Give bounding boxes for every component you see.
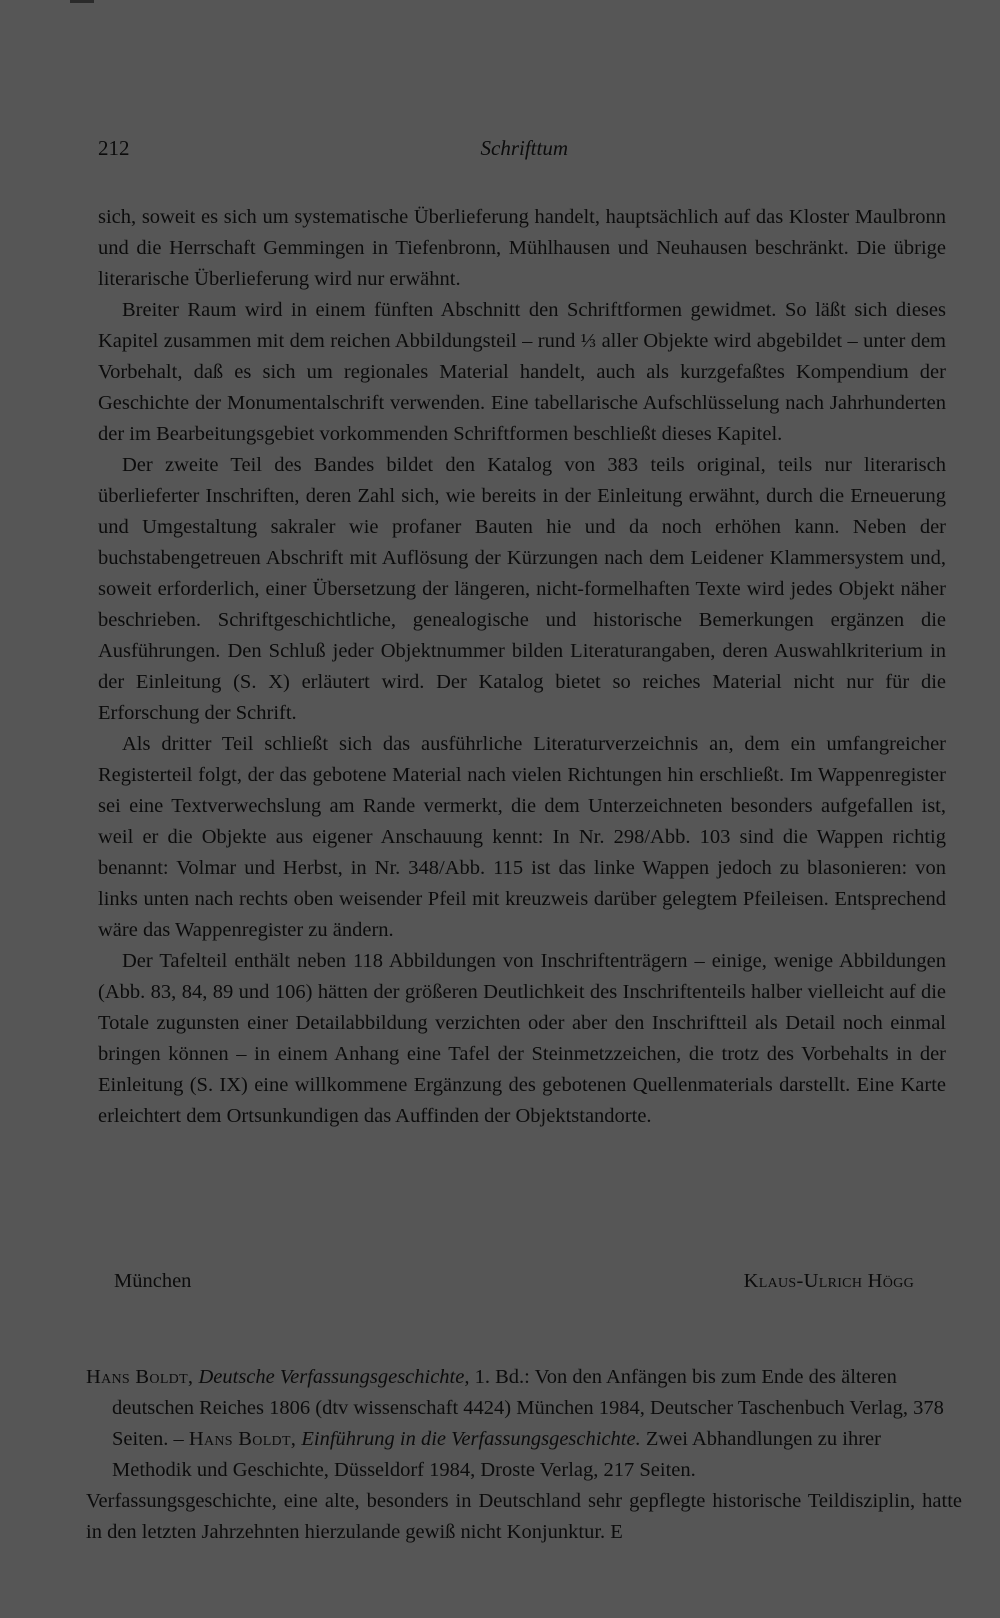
paragraph: Breiter Raum wird in einem fünften Abschnitt den Schriftformen gewidmet. So läßt sich dieses Kapitel zusammen mit dem reichen Abbildungsteil – rund ⅓ aller Objekte wird abgebildet – unter dem Vorbehalt, daß es sich um regionales Material handelt, auch als kurzgefaßtes Kompendium der Geschichte der Monumentalschrift verwenden. Eine tabellarische Aufschlüsselung nach Jahrhunderten der im Bearbeitungsgebiet vorkommenden Schriftformen beschließt dieses Kapitel. [98,299,946,445]
paragraph: Als dritter Teil schließt sich das ausführliche Literaturverzeichnis an, dem ein umfangreicher Registerteil folgt, der das gebotene Material nach vielen Richtungen hin erschließt. Im Wappenregister sei eine Textverwechslung am Rande vermerkt, die dem Unterzeichneten besonders aufgefallen ist, weil er die Objekte aus eigener Anschauung kennt: In Nr. 298/Abb. 103 sind die Wappen richtig benannt: Volmar und Herbst, in Nr. 348/Abb. 115 ist das linke Wappen jedoch zu blasonieren: von links unten nach rechts oben weisender Pfeil mit kreuzweis darüber gelegtem Pfeileisen. Entsprechend wäre das Wappenregister zu ändern. [98,733,946,941]
signature-author: Klaus-Ulrich Högg [743,1270,914,1292]
book-details: Zwei Abhandlungen zu ihrer Methodik und Geschichte, Düsseldorf 1984, Droste Verlag, 217 Seiten. [112,1428,881,1481]
book-author: Hans Boldt, [86,1366,194,1388]
book-title: Deutsche Verfassungsgeschichte, [198,1366,470,1388]
book-author: Hans Boldt, [188,1428,297,1450]
book-title: Einführung in die Verfassungsgeschichte. [301,1428,641,1450]
paragraph: Der Tafelteil enthält neben 118 Abbildungen von Inschriftenträgern – einige, wenige Abbildungen (Abb. 83, 84, 89 und 106) hätten der größeren Deutlichkeit des Inschriftenteils halber vielleicht auf die Totale zugunsten einer Detailabbildung verzichten oder aber den Inschriftteil als Detail noch einmal bringen können – in einem Anhang eine Tafel der Steinmetzzeichen, die trotz des Vorbehalts in der Einleitung (S. IX) eine willkommene Ergänzung des gebotenen Quellenmaterials darstellt. Eine Karte erleichtert dem Ortsunkundigen das Auffinden der Objektstandorte. [98,950,946,1127]
page-header [98,136,568,166]
book-details: 1. Bd.: Von den Anfängen bis zum Ende des älteren deutschen Reiches 1806 (dtv wissenschaft 4424) München 1984, Deutscher Taschenbuch Verlag, 378 Seiten. – [112,1366,944,1450]
signature-place: München [114,1270,192,1292]
review-opening-text: Verfassungsgeschichte, eine alte, besonders in Deutschland sehr gepflegte historische Teildisziplin, hatte in den letzten Jahrzehnten hierzulande gewiß nicht Konjunktur. E [86,1490,962,1543]
bibliographic-entry [86,1362,962,1486]
scan-mark [70,0,94,3]
paragraph: Der zweite Teil des Bandes bildet den Katalog von 383 teils original, teils nur literarisch überlieferter Inschriften, deren Zahl sich, wie bereits in der Einleitung erwähnt, durch die Erneuerung und Umgestaltung sakraler wie profaner Bauten hie und da noch erhöhen kann. Neben der buchstabengetreuen Abschrift mit Auflösung der Kürzungen nach dem Leidener Klammersystem und, soweit erforderlich, einer Übersetzung der längeren, nicht-formelhaften Texte wird jedes Objekt näher beschrieben. Schriftgeschichtliche, genealogische und historische Bemerkungen ergänzen die Ausführungen. Den Schluß jeder Objektnummer bilden Literaturangaben, deren Auswahlkriterium in der Einleitung (S. X) erläutert wird. Der Katalog bietet so reiches Material nicht nur für die Erforschung der Schrift. [98,454,946,724]
running-title: Schrifttum [480,136,568,160]
page-number: 212 [98,136,130,160]
review-body [98,202,946,1132]
next-review [86,1362,962,1548]
paragraph: sich, soweit es sich um systematische Überlieferung handelt, hauptsächlich auf das Kloster Maulbronn und die Herrschaft Gemmingen in Tiefenbronn, Mühlhausen und Neuhausen beschränkt. Die übrige literarische Überlieferung wird nur erwähnt. [98,206,946,290]
